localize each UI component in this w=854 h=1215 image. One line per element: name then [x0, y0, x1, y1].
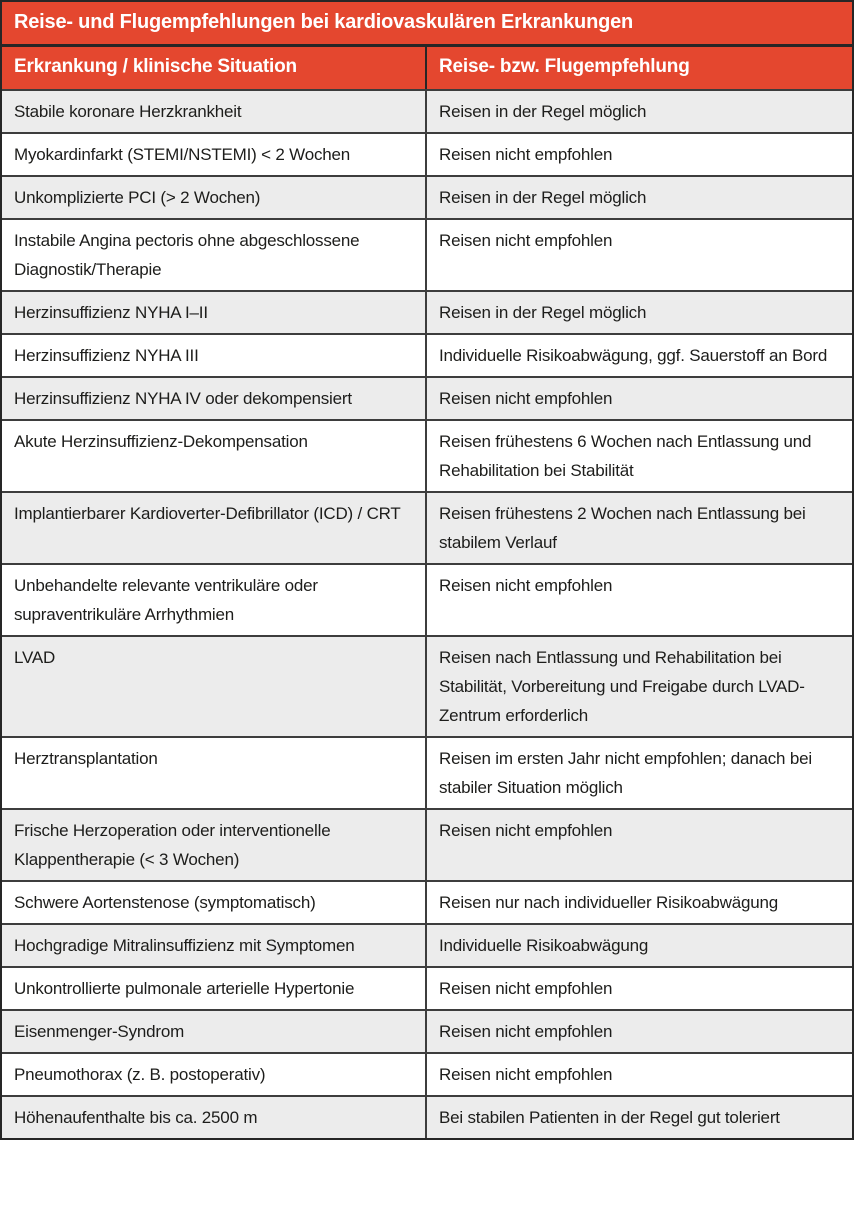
- condition-cell: Myokardinfarkt (STEMI/NSTEMI) < 2 Wochen: [2, 134, 427, 175]
- recommendation-cell: Bei stabilen Patienten in der Regel gut toleriert: [439, 1108, 780, 1127]
- recommendation-cell: Reisen nach Entlassung und Rehabilitation bei Stabilität, Vorbereitung und Freigabe durch LVAD-Zentrum erforderlich: [439, 648, 805, 725]
- recommendation-cell: Individuelle Risikoabwägung, ggf. Sauerstoff an Bord: [439, 346, 828, 365]
- condition-cell: Frische Herzoperation oder interventionelle Klappentherapie (< 3 Wochen): [2, 810, 427, 880]
- condition-cell: Unbehandelte relevante ventrikuläre oder supraventrikuläre Arrhythmien: [2, 565, 427, 635]
- table-row: [2, 635, 852, 736]
- table-row: [2, 333, 852, 376]
- condition-cell: Schwere Aortenstenose (symptomatisch): [2, 882, 427, 923]
- table-row: [2, 290, 852, 333]
- recommendation-cell: Reisen nicht empfohlen: [439, 1022, 613, 1041]
- table-row: [2, 1095, 852, 1138]
- recommendation-cell: Reisen im ersten Jahr nicht empfohlen; danach bei stabiler Situation möglich: [439, 749, 812, 797]
- recommendation-cell: Individuelle Risikoabwägung: [439, 936, 649, 955]
- condition-cell: Herzinsuffizienz NYHA I–II: [2, 292, 427, 333]
- condition-cell: Akute Herzinsuffizienz-Dekompensation: [2, 421, 427, 491]
- table-row: [2, 89, 852, 132]
- table-row: [2, 419, 852, 491]
- condition-cell: Herztransplantation: [2, 738, 427, 808]
- table-body: [2, 89, 852, 1138]
- condition-cell: Eisenmenger-Syndrom: [2, 1011, 427, 1052]
- table-row: [2, 175, 852, 218]
- recommendation-cell: Reisen nicht empfohlen: [439, 1065, 613, 1084]
- recommendation-cell: Reisen nicht empfohlen: [439, 979, 613, 998]
- table-row: [2, 1052, 852, 1095]
- condition-cell: Stabile koronare Herzkrankheit: [2, 91, 427, 132]
- condition-cell: Unkontrollierte pulmonale arterielle Hypertonie: [2, 968, 427, 1009]
- column-header-recommendation: Reise- bzw. Flugempfehlung: [439, 56, 690, 77]
- condition-cell: Höhenaufenthalte bis ca. 2500 m: [2, 1097, 427, 1138]
- condition-cell: Pneumothorax (z. B. postoperativ): [2, 1054, 427, 1095]
- table-row: [2, 1009, 852, 1052]
- table-row: [2, 376, 852, 419]
- recommendation-cell: Reisen nicht empfohlen: [439, 231, 613, 250]
- table-row: [2, 491, 852, 563]
- recommendation-cell: Reisen nur nach individueller Risikoabwägung: [439, 893, 778, 912]
- table-row: [2, 563, 852, 635]
- condition-cell: Unkomplizierte PCI (> 2 Wochen): [2, 177, 427, 218]
- condition-cell: Herzinsuffizienz NYHA III: [2, 335, 427, 376]
- condition-cell: Instabile Angina pectoris ohne abgeschlossene Diagnostik/Therapie: [2, 220, 427, 290]
- condition-cell: Herzinsuffizienz NYHA IV oder dekompensiert: [2, 378, 427, 419]
- condition-cell: LVAD: [2, 637, 427, 736]
- table-row: [2, 218, 852, 290]
- recommendation-cell: Reisen nicht empfohlen: [439, 145, 613, 164]
- table-row: [2, 880, 852, 923]
- recommendation-cell: Reisen in der Regel möglich: [439, 188, 647, 207]
- column-header-condition: Erkrankung / klinische Situation: [2, 47, 427, 89]
- recommendation-cell: Reisen nicht empfohlen: [439, 576, 613, 595]
- table-row: [2, 966, 852, 1009]
- recommendation-cell: Reisen frühestens 2 Wochen nach Entlassung bei stabilem Verlauf: [439, 504, 806, 552]
- condition-cell: Implantierbarer Kardioverter-Defibrillator (ICD) / CRT: [2, 493, 427, 563]
- recommendation-cell: Reisen in der Regel möglich: [439, 102, 647, 121]
- table-row: [2, 808, 852, 880]
- condition-cell: Hochgradige Mitralinsuffizienz mit Symptomen: [2, 925, 427, 966]
- recommendation-cell: Reisen nicht empfohlen: [439, 389, 613, 408]
- table-row: [2, 736, 852, 808]
- table-row: [2, 923, 852, 966]
- table-row: [2, 132, 852, 175]
- recommendation-cell: Reisen frühestens 6 Wochen nach Entlassung und Rehabilitation bei Stabilität: [439, 432, 812, 480]
- recommendation-cell: Reisen nicht empfohlen: [439, 821, 613, 840]
- recommendation-cell: Reisen in der Regel möglich: [439, 303, 647, 322]
- table-header-row: [2, 47, 852, 89]
- table-title: Reise- und Flugempfehlungen bei kardiovaskulären Erkrankungen: [2, 2, 852, 47]
